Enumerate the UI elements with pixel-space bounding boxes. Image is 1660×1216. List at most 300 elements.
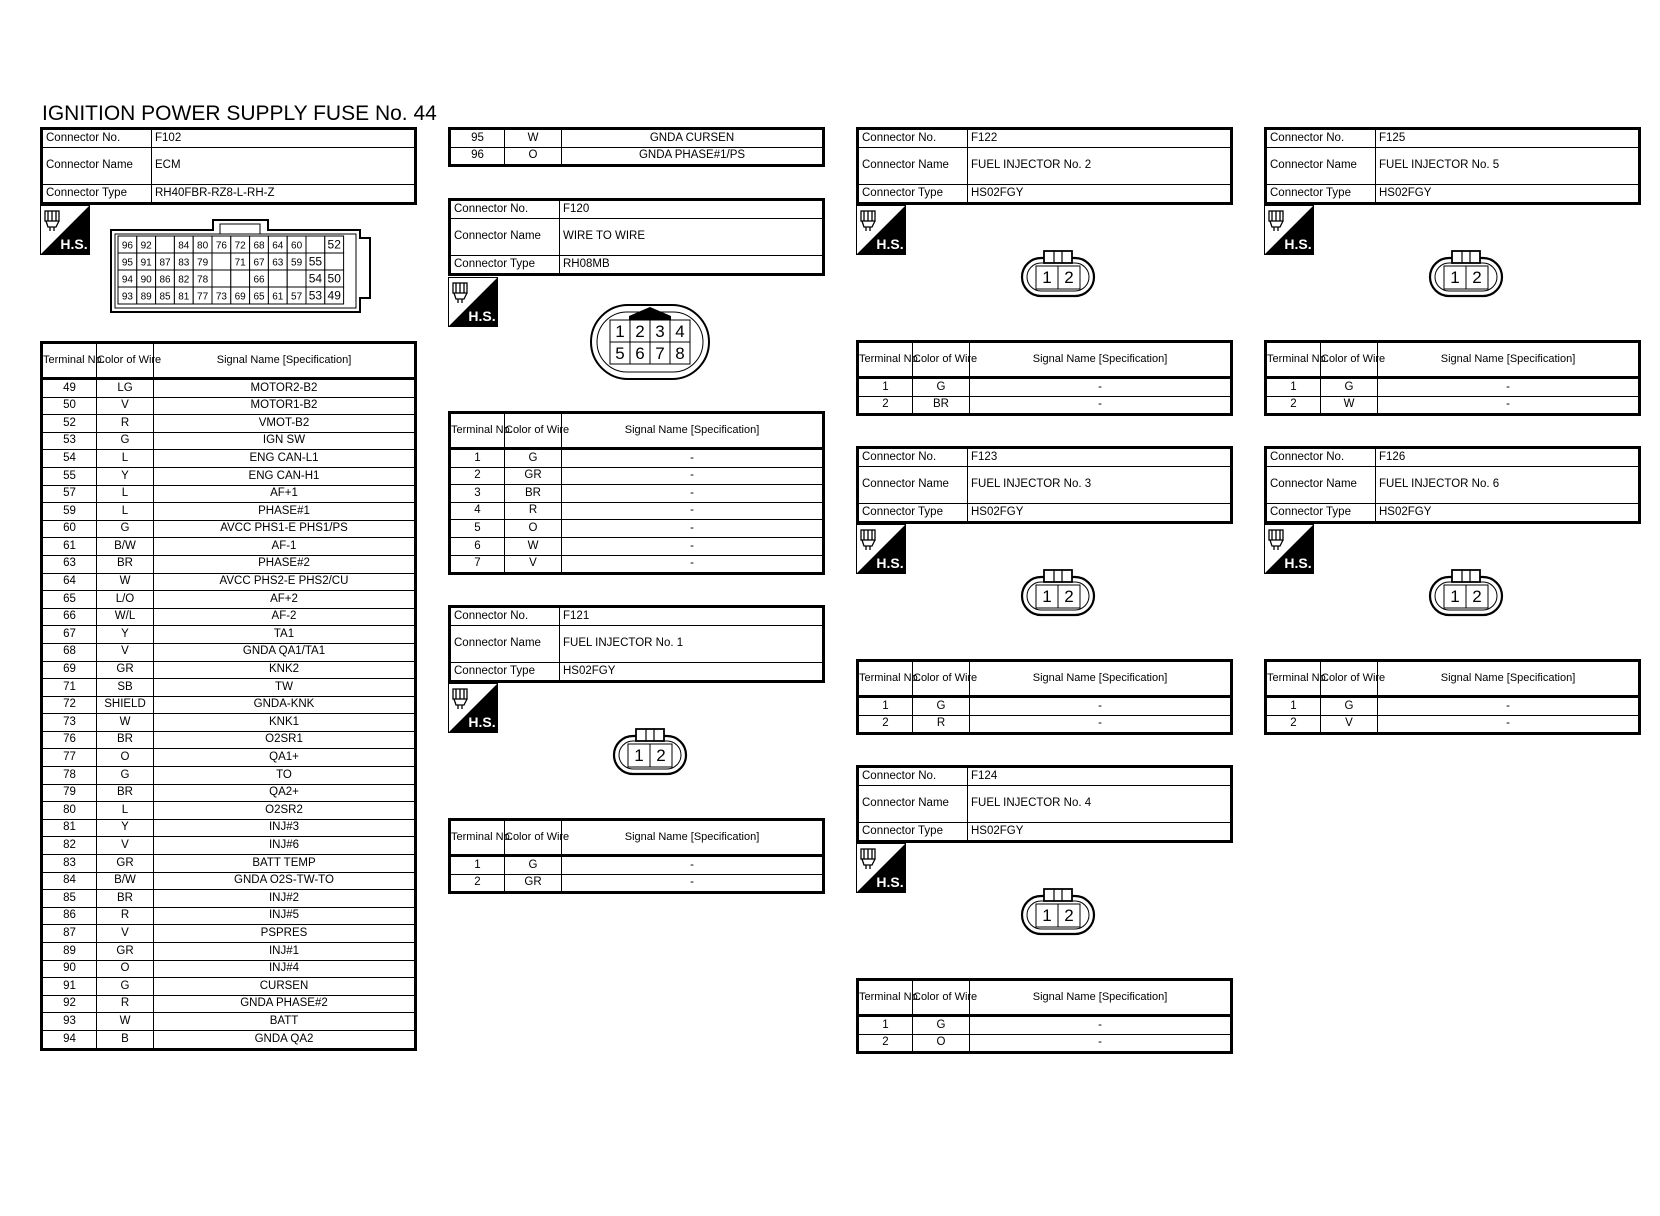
terminal-no-cell: 1 (858, 1016, 913, 1035)
wire-color-cell: G (97, 978, 154, 996)
table-row (450, 129, 824, 148)
harness-side-symbol (856, 843, 906, 893)
pin-label: 1 (1042, 906, 1052, 925)
signal-name-cell: GNDA O2S-TW-TO (154, 872, 416, 890)
terminal-no-cell: 2 (450, 874, 505, 893)
signal-name-header: Signal Name [Specification] (970, 661, 1232, 697)
connector-name-value: FUEL INJECTOR No. 2 (968, 148, 1232, 185)
table-row (42, 784, 416, 802)
terminal-no-header: Terminal No. (1266, 661, 1321, 697)
harness-side-symbol (448, 683, 498, 733)
terminal-no-cell: 6 (450, 537, 505, 555)
wire-color-cell: R (913, 715, 970, 734)
table-row (42, 802, 416, 820)
pin-label: 81 (178, 291, 190, 303)
wire-color-cell: W (505, 537, 562, 555)
terminal-no-cell: 96 (450, 147, 505, 166)
terminal-table-f120 (448, 411, 825, 575)
table-row (450, 537, 824, 555)
table-row (450, 467, 824, 485)
wire-color-cell: B (97, 1030, 154, 1049)
signal-name-cell: - (1378, 697, 1640, 716)
terminal-table-f121 (448, 818, 825, 894)
pin-label: 95 (121, 257, 133, 269)
wire-color-cell: B/W (97, 538, 154, 556)
terminal-no-cell: 2 (858, 1034, 913, 1053)
hs-label: H.S. (468, 308, 496, 324)
pin-label: 64 (272, 240, 284, 252)
signal-name-header: Signal Name [Specification] (970, 342, 1232, 378)
connector-no-label: Connector No. (450, 607, 560, 626)
signal-name-header: Signal Name [Specification] (1378, 342, 1640, 378)
wire-color-cell: Y (97, 467, 154, 485)
harness-side-icon (40, 205, 90, 255)
color-of-wire-header: Color of Wire (505, 413, 562, 449)
terminal-no-cell: 60 (42, 520, 97, 538)
terminal-table-f102-continued (448, 127, 825, 167)
signal-name-cell: INJ#4 (154, 960, 416, 978)
color-of-wire-header: Color of Wire (505, 820, 562, 856)
terminal-no-cell: 95 (450, 129, 505, 148)
signal-name-cell: - (562, 856, 824, 875)
pin-label: 60 (291, 240, 303, 252)
table-row (450, 502, 824, 520)
table-row (1266, 697, 1640, 716)
wire-color-cell: GR (97, 855, 154, 873)
f123-connector-face (1020, 568, 1096, 623)
f121-connector-face (612, 727, 688, 782)
terminal-no-cell: 76 (42, 731, 97, 749)
terminal-no-header: Terminal No. (42, 343, 97, 379)
wire-color-cell: V (505, 555, 562, 574)
signal-name-cell: - (1378, 378, 1640, 397)
ecm-connector-outline (108, 216, 375, 322)
connector-name-label: Connector Name (42, 148, 152, 185)
terminal-no-cell: 50 (42, 397, 97, 415)
signal-name-cell: INJ#2 (154, 890, 416, 908)
pin-label: 2 (656, 746, 666, 765)
signal-name-cell: - (562, 520, 824, 538)
hs-label: H.S. (1284, 555, 1312, 571)
signal-name-cell: BATT TEMP (154, 855, 416, 873)
terminal-no-cell: 65 (42, 591, 97, 609)
table-row (42, 538, 416, 556)
table-row (42, 872, 416, 890)
connector-no-label: Connector No. (42, 129, 152, 148)
harness-side-icon (856, 524, 906, 574)
wire-color-cell: GR (97, 943, 154, 961)
terminal-no-cell: 91 (42, 978, 97, 996)
connector-name-label: Connector Name (858, 786, 968, 823)
signal-name-cell: - (1378, 396, 1640, 415)
pin-label: 72 (234, 240, 246, 252)
terminal-no-cell: 90 (42, 960, 97, 978)
pin-label: 6 (635, 344, 645, 363)
terminal-no-cell: 1 (858, 697, 913, 716)
harness-side-symbol (448, 277, 498, 327)
table-row (42, 661, 416, 679)
signal-name-header: Signal Name [Specification] (562, 820, 824, 856)
table-row (42, 415, 416, 433)
terminal-no-cell: 2 (858, 715, 913, 734)
pin-cell (212, 253, 231, 270)
signal-name-header: Signal Name [Specification] (154, 343, 416, 379)
wire-color-cell: LG (97, 379, 154, 398)
signal-name-cell: ENG CAN-L1 (154, 450, 416, 468)
table-row (42, 714, 416, 732)
connector-type-label: Connector Type (42, 185, 152, 204)
pin-label: 57 (291, 291, 303, 303)
wire-color-cell: W (505, 129, 562, 148)
wire-color-cell: G (505, 449, 562, 468)
signal-name-cell: - (562, 537, 824, 555)
pin-cell (306, 236, 325, 253)
signal-name-header: Signal Name [Specification] (562, 413, 824, 449)
terminal-no-cell: 73 (42, 714, 97, 732)
signal-name-cell: - (562, 874, 824, 893)
connector-no-label: Connector No. (858, 129, 968, 148)
table-row (42, 555, 416, 573)
hs-label: H.S. (468, 714, 496, 730)
pin-label: 4 (675, 322, 685, 341)
wire-color-cell: Y (97, 626, 154, 644)
pin-label: 91 (140, 257, 152, 269)
connector-type-value: HS02FGY (968, 823, 1232, 842)
wire-color-cell: G (505, 856, 562, 875)
terminal-no-cell: 2 (450, 467, 505, 485)
harness-side-symbol (1264, 524, 1314, 574)
pin-label: 3 (655, 322, 665, 341)
connector-no-label: Connector No. (858, 767, 968, 786)
terminal-no-cell: 57 (42, 485, 97, 503)
connector-name-value: FUEL INJECTOR No. 3 (968, 467, 1232, 504)
wire-color-cell: R (97, 995, 154, 1013)
signal-name-cell: - (562, 502, 824, 520)
table-row (1266, 378, 1640, 397)
table-row (42, 679, 416, 697)
wire-color-cell: G (913, 378, 970, 397)
terminal-no-cell: 85 (42, 890, 97, 908)
pin-label: 73 (215, 291, 227, 303)
pin-label: 66 (253, 274, 265, 286)
signal-name-cell: - (562, 449, 824, 468)
page-title: IGNITION POWER SUPPLY FUSE No. 44 (42, 102, 437, 125)
f120-connector-face (589, 303, 711, 386)
signal-name-cell: INJ#3 (154, 819, 416, 837)
terminal-no-cell: 63 (42, 555, 97, 573)
pin-cell (268, 270, 287, 287)
harness-side-icon (448, 683, 498, 733)
color-of-wire-header: Color of Wire (913, 661, 970, 697)
terminal-no-cell: 84 (42, 872, 97, 890)
signal-name-cell: - (562, 485, 824, 503)
table-row (450, 520, 824, 538)
table-row (42, 1013, 416, 1031)
wire-color-cell: GR (97, 661, 154, 679)
terminal-no-cell: 66 (42, 608, 97, 626)
signal-name-header: Signal Name [Specification] (970, 980, 1232, 1016)
signal-name-cell: TW (154, 679, 416, 697)
harness-side-icon (856, 205, 906, 255)
harness-side-icon (448, 277, 498, 327)
connector-name-label: Connector Name (450, 626, 560, 663)
wire-color-cell: BR (97, 890, 154, 908)
pin-label: 90 (140, 274, 152, 286)
connector-no-value: F124 (968, 767, 1232, 786)
table-row (42, 379, 416, 398)
signal-name-cell: AF-2 (154, 608, 416, 626)
connector-no-label: Connector No. (858, 448, 968, 467)
table-row (450, 449, 824, 468)
wire-color-cell: BR (97, 784, 154, 802)
signal-name-cell: INJ#5 (154, 907, 416, 925)
connector-type-value: RH08MB (560, 256, 824, 275)
connector-info-f102 (40, 127, 417, 205)
table-row (42, 943, 416, 961)
signal-name-cell: - (970, 697, 1232, 716)
terminal-no-header: Terminal No. (858, 342, 913, 378)
pin-label: 5 (615, 344, 625, 363)
signal-name-cell: BATT (154, 1013, 416, 1031)
table-row (42, 450, 416, 468)
signal-name-cell: INJ#6 (154, 837, 416, 855)
signal-name-cell: GNDA PHASE#1/PS (562, 147, 824, 166)
pin-label: 94 (121, 274, 133, 286)
terminal-table-f124 (856, 978, 1233, 1054)
connector-type-label: Connector Type (450, 663, 560, 682)
connector-type-value: HS02FGY (1376, 504, 1640, 523)
signal-name-cell: CURSEN (154, 978, 416, 996)
pin-label: 89 (140, 291, 152, 303)
connector-info-f125 (1264, 127, 1641, 205)
wire-color-cell: O (505, 520, 562, 538)
table-row (450, 856, 824, 875)
connector-no-value: F121 (560, 607, 824, 626)
table-row (42, 819, 416, 837)
wire-color-cell: L (97, 485, 154, 503)
wire-color-cell: O (913, 1034, 970, 1053)
table-row (42, 960, 416, 978)
terminal-table-f125 (1264, 340, 1641, 416)
pin-cell (231, 270, 250, 287)
terminal-no-cell: 71 (42, 679, 97, 697)
table-row (42, 731, 416, 749)
table-row (42, 643, 416, 661)
terminal-no-cell: 72 (42, 696, 97, 714)
hs-label: H.S. (60, 236, 88, 252)
pin-label: 87 (159, 257, 171, 269)
terminal-no-cell: 94 (42, 1030, 97, 1049)
terminal-no-cell: 80 (42, 802, 97, 820)
connector-info-f122 (856, 127, 1233, 205)
connector-name-value: FUEL INJECTOR No. 4 (968, 786, 1232, 823)
table-row (42, 608, 416, 626)
harness-side-symbol (856, 205, 906, 255)
wire-color-cell: W (97, 714, 154, 732)
f126-connector-face (1428, 568, 1504, 623)
wire-color-cell: V (97, 837, 154, 855)
signal-name-cell: - (1378, 715, 1640, 734)
f124-connector-face (1020, 887, 1096, 942)
table-row (42, 520, 416, 538)
terminal-no-cell: 52 (42, 415, 97, 433)
hs-label: H.S. (876, 236, 904, 252)
hs-label: H.S. (876, 555, 904, 571)
pin-label: 68 (253, 240, 265, 252)
wire-color-cell: O (505, 147, 562, 166)
connector-type-value: RH40FBR-RZ8-L-RH-Z (152, 185, 416, 204)
connector-no-value: F122 (968, 129, 1232, 148)
table-row (858, 378, 1232, 397)
connector-no-value: F126 (1376, 448, 1640, 467)
signal-name-cell: GNDA PHASE#2 (154, 995, 416, 1013)
pin-label: 2 (1064, 587, 1074, 606)
connector-no-value: F120 (560, 200, 824, 219)
table-row (42, 855, 416, 873)
wire-color-cell: V (1321, 715, 1378, 734)
terminal-no-cell: 61 (42, 538, 97, 556)
terminal-no-cell: 81 (42, 819, 97, 837)
ecm-connector-face (108, 216, 375, 327)
signal-name-cell: TA1 (154, 626, 416, 644)
table-row (42, 890, 416, 908)
table-row (858, 697, 1232, 716)
connector-name-label: Connector Name (1266, 148, 1376, 185)
terminal-no-cell: 5 (450, 520, 505, 538)
wire-color-cell: W (97, 1013, 154, 1031)
signal-name-cell: AVCC PHS1-E PHS1/PS (154, 520, 416, 538)
pin-label: 84 (178, 240, 190, 252)
color-of-wire-header: Color of Wire (1321, 661, 1378, 697)
terminal-no-cell: 2 (1266, 396, 1321, 415)
pin-cell (325, 253, 344, 270)
harness-side-icon (1264, 205, 1314, 255)
wire-color-cell: W (1321, 396, 1378, 415)
connector-name-value: FUEL INJECTOR No. 5 (1376, 148, 1640, 185)
connector-info-f121 (448, 605, 825, 683)
pin-label: 80 (197, 240, 209, 252)
terminal-no-cell: 53 (42, 432, 97, 450)
wire-color-cell: O (97, 749, 154, 767)
connector-type-label: Connector Type (858, 504, 968, 523)
connector-type-value: HS02FGY (968, 185, 1232, 204)
wire-color-cell: G (1321, 697, 1378, 716)
signal-name-cell: O2SR2 (154, 802, 416, 820)
connector-no-label: Connector No. (450, 200, 560, 219)
signal-name-cell: GNDA CURSEN (562, 129, 824, 148)
hs-label: H.S. (1284, 236, 1312, 252)
signal-name-cell: TO (154, 767, 416, 785)
connector-name-label: Connector Name (858, 467, 968, 504)
pin-label: 93 (121, 291, 133, 303)
harness-side-icon (1264, 524, 1314, 574)
table-row (858, 1034, 1232, 1053)
harness-side-symbol (1264, 205, 1314, 255)
pin-label: 53 (308, 288, 323, 303)
signal-name-cell: ENG CAN-H1 (154, 467, 416, 485)
signal-name-cell: KNK2 (154, 661, 416, 679)
signal-name-cell: - (970, 1016, 1232, 1035)
pin-label: 1 (615, 322, 625, 341)
connector-no-label: Connector No. (1266, 129, 1376, 148)
wire-color-cell: V (97, 925, 154, 943)
connector-type-value: HS02FGY (968, 504, 1232, 523)
wire-color-cell: SHIELD (97, 696, 154, 714)
signal-name-cell: - (562, 467, 824, 485)
table-row (450, 555, 824, 574)
terminal-no-cell: 92 (42, 995, 97, 1013)
wire-color-cell: R (97, 415, 154, 433)
wire-color-cell: B/W (97, 872, 154, 890)
connector-name-value: WIRE TO WIRE (560, 219, 824, 256)
terminal-no-cell: 3 (450, 485, 505, 503)
connector-type-value: HS02FGY (560, 663, 824, 682)
pin-label: 2 (1064, 268, 1074, 287)
table-row (42, 397, 416, 415)
pin-label: 61 (272, 291, 284, 303)
signal-name-header: Signal Name [Specification] (1378, 661, 1640, 697)
pin-label: 86 (159, 274, 171, 286)
pin-label: 63 (272, 257, 284, 269)
wire-color-cell: R (97, 907, 154, 925)
pin-label: 7 (655, 344, 665, 363)
terminal-no-header: Terminal No. (1266, 342, 1321, 378)
pin-cell (287, 270, 306, 287)
terminal-no-cell: 49 (42, 379, 97, 398)
connector-name-value: FUEL INJECTOR No. 6 (1376, 467, 1640, 504)
terminal-no-cell: 54 (42, 450, 97, 468)
connector-type-value: HS02FGY (1376, 185, 1640, 204)
terminal-no-cell: 2 (858, 396, 913, 415)
wire-color-cell: O (97, 960, 154, 978)
wire-color-cell: Y (97, 819, 154, 837)
terminal-no-cell: 77 (42, 749, 97, 767)
signal-name-cell: INJ#1 (154, 943, 416, 961)
terminal-table-f122 (856, 340, 1233, 416)
wire-color-cell: GR (505, 874, 562, 893)
connector-no-value: F102 (152, 129, 416, 148)
connector-info-f124 (856, 765, 1233, 843)
table-row (42, 485, 416, 503)
table-row (858, 715, 1232, 734)
table-row (42, 749, 416, 767)
terminal-no-cell: 1 (858, 378, 913, 397)
table-row (450, 147, 824, 166)
pin-label: 65 (253, 291, 265, 303)
pin-label: 59 (291, 257, 303, 269)
harness-side-icon (856, 843, 906, 893)
signal-name-cell: KNK1 (154, 714, 416, 732)
pin-label: 71 (234, 257, 246, 269)
pin-label: 8 (675, 344, 685, 363)
terminal-table-f123 (856, 659, 1233, 735)
terminal-no-cell: 79 (42, 784, 97, 802)
wire-color-cell: BR (913, 396, 970, 415)
signal-name-cell: - (970, 1034, 1232, 1053)
signal-name-cell: VMOT-B2 (154, 415, 416, 433)
terminal-no-cell: 7 (450, 555, 505, 574)
pin-label: 96 (121, 240, 133, 252)
wire-color-cell: GR (505, 467, 562, 485)
pin-label: 2 (635, 322, 645, 341)
signal-name-cell: - (970, 396, 1232, 415)
table-row (42, 467, 416, 485)
terminal-no-header: Terminal No. (858, 980, 913, 1016)
connector-info-f126 (1264, 446, 1641, 524)
connector-name-label: Connector Name (450, 219, 560, 256)
table-row (858, 396, 1232, 415)
table-row (42, 432, 416, 450)
